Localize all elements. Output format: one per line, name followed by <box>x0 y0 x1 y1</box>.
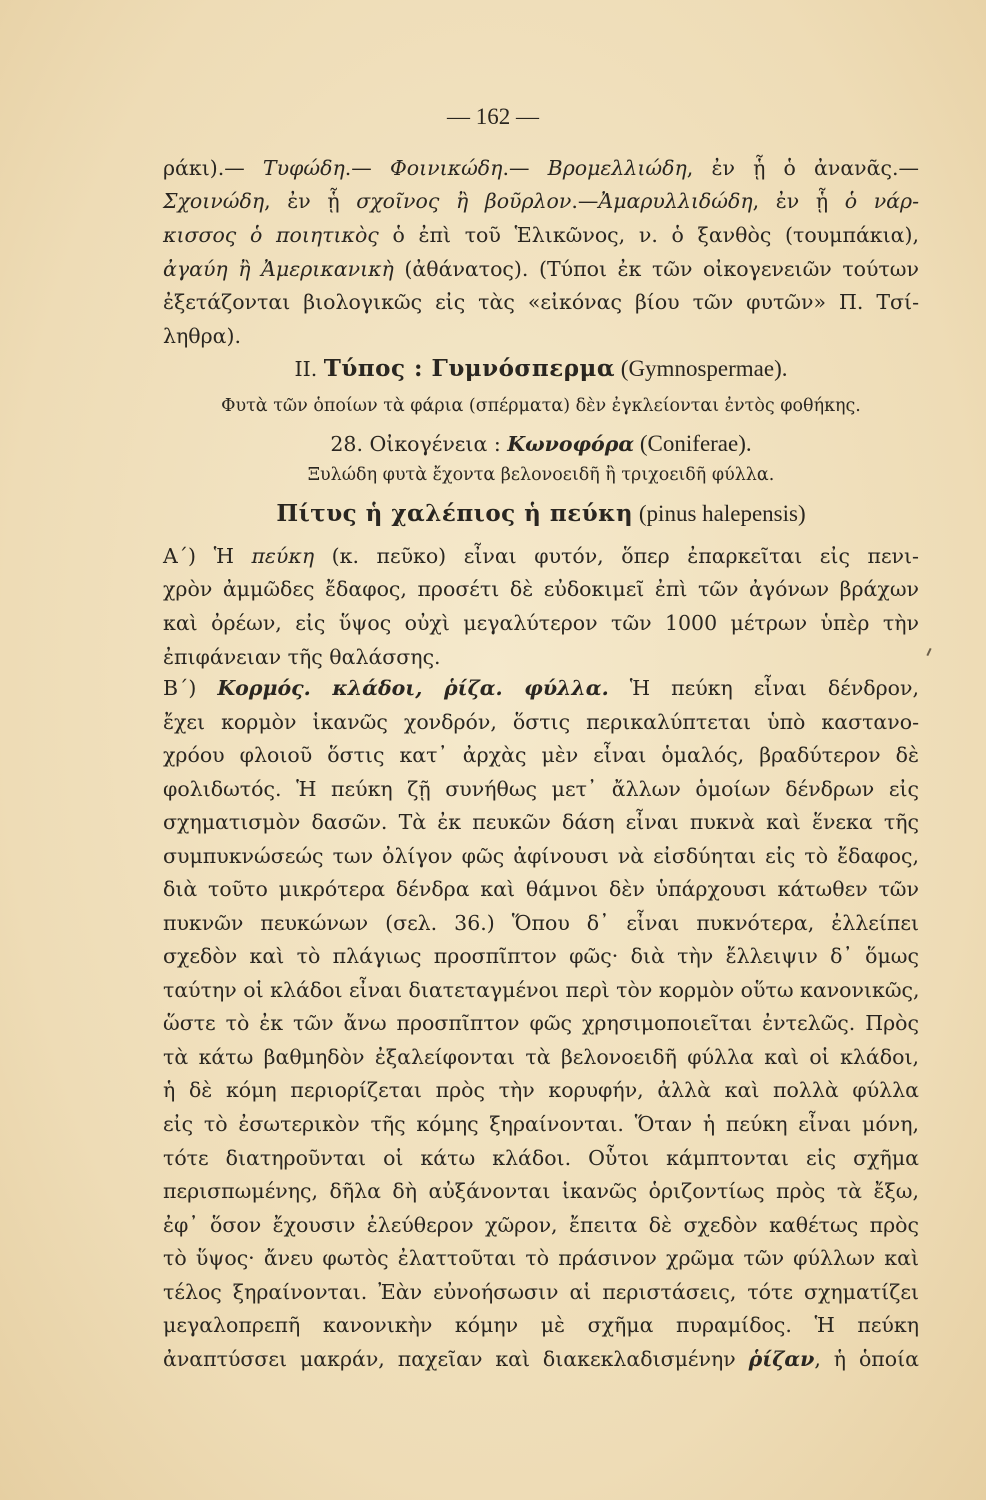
text-run: περισπωμένης, δῆλα δὴ αὐξάνονται ἱκανῶς ὁριζοντίως πρὸς τὰ ἔξω, <box>163 1179 919 1203</box>
text-run: Σχοινώδη <box>163 189 265 213</box>
text-run: , ἐν ᾗ <box>264 189 357 213</box>
text-line <box>163 846 919 867</box>
section-definition <box>163 398 919 416</box>
text-line <box>163 812 919 833</box>
text-run: ἐξετάζονται βιολογικῶς εἰς τὰς «εἰκόνας βίου τῶν φυτῶν» Π. Τσί- <box>163 290 919 314</box>
text-run: χρόου φλοιοῦ ὅστις κατ᾽ ἀρχὰς μὲν εἶναι ὁμαλός, βραδύτερον δὲ <box>163 743 919 767</box>
text-run: , ἡ ὁποία <box>814 1347 919 1371</box>
text-run: τὸ ὕψος· ἄνευ φωτὸς ἐλαττοῦται τὸ πράσινον χρῶμα τῶν φύλλων καὶ <box>163 1246 919 1270</box>
text-run: (Gymnospermae). <box>615 356 788 381</box>
text-line <box>163 1148 919 1169</box>
text-run: τὰ κάτω βαθμηδὸν ἐξαλείφονται τὰ βελονοειδῆ φύλλα καὶ οἱ κλάδοι, <box>163 1045 919 1069</box>
text-run: σχηματισμὸν δασῶν. Τὰ ἐκ πευκῶν δάση εἶναι πυκνὰ καὶ ἕνεκα τῆς <box>163 810 919 834</box>
text-line <box>163 1215 919 1236</box>
text-run: Φοινικώδη <box>389 156 503 180</box>
text-run: ὁ νάρ- <box>844 189 920 213</box>
text-run: (κ. πεῦκο) εἶναι φυτόν, ὅπερ ἐπαρκεῖται εἰς πενι- <box>314 544 919 568</box>
text-line <box>163 292 919 313</box>
text-run: καὶ ὀρέων, εἰς ὕψος οὐχὶ μεγαλύτερον τῶν 1000 μέτρων ὑπὲρ τὴν <box>163 611 919 635</box>
text-run: Τυφώδη <box>262 156 345 180</box>
species-heading <box>163 502 919 525</box>
text-run: συμπυκνώσεώς των ὀλίγον φῶς ἀφίνουσι νὰ εἰσδύηται εἰς τὸ ἔδαφος, <box>163 844 919 868</box>
text-line <box>163 259 919 280</box>
text-run: (ἀθάνατος). (Τύποι ἐκ τῶν οἰκογενειῶν τούτων <box>393 257 919 281</box>
text-line <box>163 1114 919 1135</box>
text-run: εἰς τὸ ἐσωτερικὸν τῆς κόμης ξηραίνονται. Ὅταν ἡ πεύκη εἶναι μόνη, <box>163 1112 919 1136</box>
text-line <box>163 326 919 347</box>
text-run: ἡ δὲ κόμη περιορίζεται πρὸς τὴν κορυφήν, ἀλλὰ καὶ πολλὰ φύλλα <box>163 1078 919 1102</box>
margin-pencil-mark <box>926 648 931 656</box>
text-run: ὁ ἐπὶ τοῦ Ἑλικῶνος, ν. ὁ ξανθὸς (τουμπάκια), <box>378 223 919 247</box>
text-run: .— <box>571 189 599 213</box>
text-run: ἀναπτύσσει μακράν, παχεῖαν καὶ διακεκλαδισμένην <box>163 1347 749 1371</box>
text-line <box>163 579 919 600</box>
text-run: Κορμός. κλάδοι, ῥίζα. φύλλα. <box>217 676 609 700</box>
text-run: .— <box>344 156 390 180</box>
text-run: Πίτυς ἡ χαλέπιος ἡ πεύκη <box>276 500 634 527</box>
text-run: Β΄) <box>163 676 218 700</box>
text-run: , ἐν ᾗ <box>752 189 845 213</box>
text-run: Κωνοφόρα <box>507 432 635 456</box>
text-run: ταύτην οἱ κλάδοι εἶναι διατεταγμένοι περὶ τὸν κορμὸν οὕτω κανονικῶς, <box>163 978 920 1002</box>
text-run: ΙΙ. <box>294 357 324 381</box>
text-line <box>163 745 919 766</box>
text-run: φολιδωτός. Ἡ πεύκη ζῇ συνήθως μετ᾽ ἄλλων ὁμοίων δένδρων εἰς <box>163 777 919 801</box>
text-line <box>163 712 919 733</box>
text-run: χρὸν ἀμμῶδες ἔδαφος, προσέτι δὲ εὐδοκιμεῖ ἐπὶ τῶν ἀγόνων βράχων <box>163 577 919 601</box>
text-run: ῥίζαν <box>748 1347 815 1371</box>
text-run: ὥστε τὸ ἐκ τῶν ἄνω προσπῖπτον φῶς χρησιμοποιεῖται ἐντελῶς. Πρὸς <box>163 1011 919 1035</box>
text-run: Φυτὰ τῶν ὁποίων τὰ φάρια (σπέρματα) δὲν ἐγκλείονται ἐντὸς φοθήκης. <box>221 396 861 416</box>
text-run: πεύκη <box>251 544 315 568</box>
text-run: Ἡ πεύκη εἶναι δένδρον, <box>608 676 919 700</box>
text-run: Α΄) Ἡ <box>163 544 252 568</box>
text-run: ἐφ᾽ ὅσον ἔχουσιν ἐλεύθερον χῶρον, ἔπειτα δὲ σχεδὸν καθέτως πρὸς <box>163 1213 919 1237</box>
text-run: σχοῖνος ἢ βοῦρλον <box>356 189 572 213</box>
text-run: Ἀμαρυλλιδώδη <box>598 189 753 213</box>
text-line <box>163 913 919 934</box>
text-line <box>163 1349 919 1370</box>
text-run: Τύπος : Γυμνόσπερμα <box>323 355 616 382</box>
text-run: διὰ τοῦτο μικρότερα δένδρα καὶ θάμνοι δὲν ὑπάρχουσι κάτωθεν τῶν <box>163 877 919 901</box>
text-run: .— <box>502 156 548 180</box>
text-run: (pinus halepensis) <box>633 501 806 526</box>
family-heading <box>163 432 919 455</box>
text-run: ράκι).— <box>163 156 263 180</box>
text-run: Ξυλώδη φυτὰ ἔχοντα βελονοειδῆ ἢ τριχοειδῆ φύλλα. <box>307 465 775 485</box>
text-line <box>163 779 919 800</box>
page-number: — 162 — <box>447 104 539 129</box>
text-run: ἐπιφάνειαν τῆς θαλάσσης. <box>163 645 441 669</box>
text-run: , ἐν ᾗ ὁ ἀνανᾶς.— <box>686 156 919 180</box>
text-line <box>163 1047 919 1068</box>
text-line <box>163 1181 919 1202</box>
text-line <box>163 946 919 967</box>
text-line <box>163 1282 919 1303</box>
text-run: Βρομελλιώδη <box>547 156 687 180</box>
text-run: ἀγαύη ἢ Ἀμερικανικὴ <box>163 257 394 281</box>
text-line <box>163 647 919 668</box>
text-run: ληθρα). <box>163 324 242 348</box>
text-run: σχεδὸν καὶ τὸ πλάγιως προσπῖπτον φῶς· διὰ τὴν ἔλλειψιν δ᾽ ὅμως <box>163 944 919 968</box>
text-run: κισσος ὁ ποιητικὸς <box>163 223 379 247</box>
text-line <box>163 191 919 212</box>
text-line <box>163 678 919 699</box>
text-line <box>163 980 919 1001</box>
text-line <box>163 613 919 634</box>
text-run: τότε διατηροῦνται οἱ κάτω κλάδοι. Οὗτοι κάμπτονται εἰς σχῆμα <box>163 1146 919 1170</box>
text-line <box>163 879 919 900</box>
text-line <box>163 158 919 179</box>
text-run: μεγαλοπρεπῆ κανονικὴν κόμην μὲ σχῆμα πυραμίδος. Ἡ πεύκη <box>163 1313 919 1337</box>
text-line <box>163 546 919 567</box>
text-line <box>163 225 919 246</box>
section-heading <box>163 357 919 380</box>
text-run: ἔχει κορμὸν ἱκανῶς χονδρόν, ὅστις περικαλύπτεται ὑπὸ καστανο- <box>163 710 919 734</box>
text-line <box>163 1315 919 1336</box>
text-run: πυκνῶν πευκώνων (σελ. 36.) Ὅπου δ᾽ εἶναι πυκνότερα, ἐλλείπει <box>163 911 919 935</box>
text-line <box>163 1248 919 1269</box>
text-line <box>163 1013 919 1034</box>
family-definition <box>163 467 919 485</box>
text-run: τέλος ξηραίνονται. Ἐὰν εὐνοήσωσιν αἱ περιστάσεις, τότε σχηματίζει <box>163 1280 919 1304</box>
text-run: 28. Οἰκογένεια : <box>330 432 508 456</box>
text-line <box>163 1080 919 1101</box>
text-run: (Coniferae). <box>634 431 752 456</box>
